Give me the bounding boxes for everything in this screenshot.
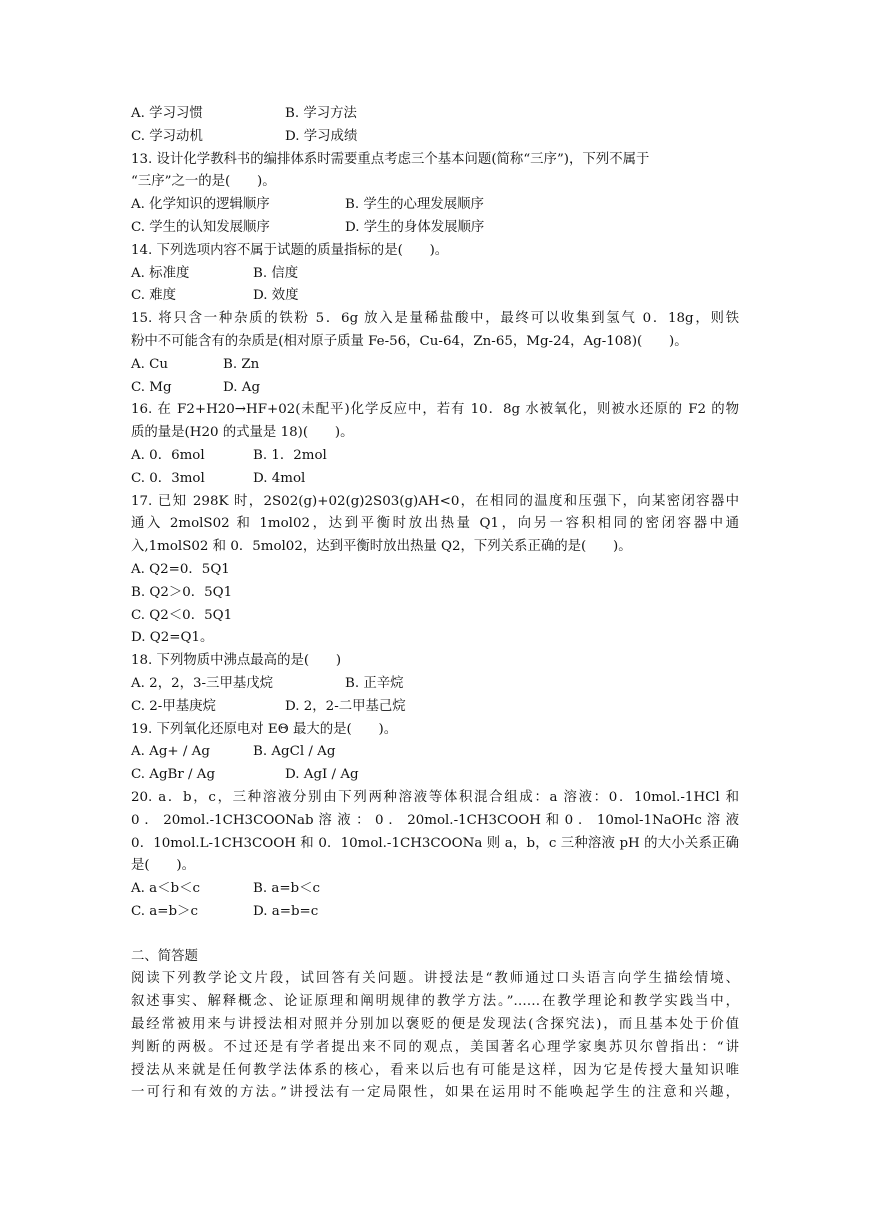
document-page — [131, 103, 739, 1105]
q16-option-b: B. 1．2mol — [253, 447, 327, 463]
q15-option-d: D. Ag — [223, 379, 261, 395]
section-2-para-line-6: 一可行和有效的方法。”讲授法有一定局限性，如果在运用时不能唤起学生的注意和兴趣， — [131, 1085, 739, 1101]
q14-option-c: C. 难度 — [131, 288, 177, 304]
q20-stem-line-4: 是( )。 — [131, 858, 196, 874]
q16-stem-line-2: 质的量是(H20 的式量是 18)( )。 — [131, 425, 354, 441]
q17-option-a: A. Q2=0．5Q1 — [131, 561, 230, 577]
q15-options-row-2 — [131, 377, 739, 400]
q13-option-d: D. 学生的身体发展顺序 — [345, 219, 485, 235]
q20-options-row-2 — [131, 901, 739, 924]
q13-option-a: A. 化学知识的逻辑顺序 — [131, 197, 270, 213]
q16-stem-line-1: 16. 在 F2+H20→HF+02(未配平)化学反应中，若有 10．8g 水被氧化，则被水还原的 F2 的物 — [131, 402, 739, 418]
q12-options-row-2 — [131, 126, 739, 149]
q13-options-row-1 — [131, 194, 739, 217]
q18-stem-line-1: 18. 下列物质中沸点最高的是( ) — [131, 653, 342, 669]
q19-option-c: C. AgBr / Ag — [131, 767, 216, 783]
q14-options-row-1 — [131, 263, 739, 286]
q17-stem-line-1: 17. 已知 298K 时，2S02(g)+02(g)2S03(g)AH<0，在相同的温度和压强下，向某密闭容器中 — [131, 493, 739, 509]
section-2-para-line-1: 阅读下列教学论文片段，试回答有关问题。讲授法是“教师通过口头语言向学生描绘情境、 — [131, 971, 739, 987]
q19-stem-line-1: 19. 下列氧化还原电对 EΘ 最大的是( )。 — [131, 721, 398, 737]
q17-option-d: D. Q2=Q1。 — [131, 630, 214, 646]
q18-option-d: D. 2，2-二甲基己烷 — [285, 698, 406, 714]
q14-options-row-2 — [131, 285, 739, 308]
q13-option-c: C. 学生的认知发展顺序 — [131, 219, 270, 235]
q20-option-b: B. a=b＜c — [253, 881, 321, 897]
q15-options-row-1 — [131, 354, 739, 377]
q20-option-c: C. a=b＞c — [131, 903, 198, 919]
section-2-title: 二、简答题 — [131, 948, 198, 964]
q15-stem-line-2: 粉中不可能含有的杂质是(相对原子质量 Fe-56，Cu-64，Zn-65，Mg-24，Ag-108)( )。 — [131, 333, 688, 349]
q12-option-d: D. 学习成绩 — [285, 128, 358, 144]
section-2-para-line-5: 授法从来就是任何教学法体系的核心，看来以后也有可能是这样，因为它是传授大量知识唯 — [131, 1062, 739, 1078]
q12-option-c: C. 学习动机 — [131, 128, 203, 144]
q19-options-row-1 — [131, 741, 739, 764]
q18-option-a: A. 2，2，3-三甲基戊烷 — [131, 675, 274, 691]
q14-option-b: B. 信度 — [253, 265, 299, 281]
section-2-para-line-2: 叙述事实、解释概念、论证原理和阐明规律的教学方法。”……在教学理论和教学实践当中， — [131, 994, 739, 1010]
section-2-para-line-4: 判断的两极。不过还是有学者提出来不同的观点，美国著名心理学家奥苏贝尔曾指出：“讲 — [131, 1039, 739, 1055]
q20-stem-line-2: 0 ． 20mol.-1CH3COONab 溶 液 ： 0 ． 20mol.-1CH3COOH 和 0 ． 10mol-1NaOHc 溶 液 — [131, 812, 739, 828]
q14-option-d: D. 效度 — [253, 288, 299, 304]
q13-stem-line-2: “三序”之一的是( )。 — [131, 174, 276, 190]
q20-options-row-1 — [131, 878, 739, 901]
q18-option-b: B. 正辛烷 — [345, 675, 404, 691]
q16-options-row-2 — [131, 468, 739, 491]
q19-options-row-2 — [131, 764, 739, 787]
q17-stem-line-3: 入,1molS02 和 0．5mol02，达到平衡时放出热量 Q2，下列关系正确的是( )。 — [131, 539, 632, 555]
section-2-para-line-3: 最经常被用来与讲授法相对照并分别加以褒贬的便是发现法(含探究法)，而且基本处于价值 — [131, 1017, 739, 1033]
q13-option-b: B. 学生的心理发展顺序 — [345, 197, 484, 213]
q19-option-a: A. Ag+ / Ag — [131, 744, 210, 760]
q20-option-d: D. a=b=c — [253, 903, 319, 919]
q16-option-c: C. 0．3mol — [131, 470, 205, 486]
q12-option-b: B. 学习方法 — [285, 106, 357, 121]
q17-option-c: C. Q2＜0．5Q1 — [131, 607, 233, 623]
q20-option-a: A. a＜b＜c — [131, 881, 201, 897]
q15-option-a: A. Cu — [131, 356, 169, 372]
q12-option-a: A. 学习习惯 — [131, 106, 203, 121]
q12-options-row-1 — [131, 103, 739, 126]
q15-option-c: C. Mg — [131, 379, 172, 395]
q15-stem-line-1: 15. 将只含一种杂质的铁粉 5．6g 放入是量稀盐酸中，最终可以收集到氢气 0．18g，则铁 — [131, 311, 739, 327]
q13-stem-line-1: 13. 设计化学教科书的编排体系时需要重点考虑三个基本问题(简称“三序”)，下列不属于 — [131, 151, 650, 167]
q16-option-a: A. 0．6mol — [131, 447, 205, 463]
q14-stem-line-1: 14. 下列选项内容不属于试题的质量指标的是( )。 — [131, 242, 449, 258]
q20-stem-line-1: 20. a．b，c，三种溶液分别由下列两种溶液等体积混合组成：a 溶液：0．10mol.-1HCl 和 — [131, 789, 739, 805]
q13-options-row-2 — [131, 217, 739, 240]
q17-option-b: B. Q2＞0．5Q1 — [131, 584, 233, 600]
q16-option-d: D. 4mol — [253, 470, 306, 486]
q18-options-row-2 — [131, 696, 739, 719]
q19-option-d: D. AgI / Ag — [285, 767, 359, 783]
q20-stem-line-3: 0．10mol.L-1CH3COOH 和 0．10mol.-1CH3COONa 则 a，b，c 三种溶液 pH 的大小关系正确 — [131, 835, 739, 851]
q18-option-c: C. 2-甲基庚烷 — [131, 698, 216, 714]
q14-option-a: A. 标准度 — [131, 265, 190, 281]
q15-option-b: B. Zn — [223, 356, 260, 372]
q19-option-b: B. AgCl / Ag — [253, 744, 336, 760]
q18-options-row-1 — [131, 673, 739, 696]
q17-stem-line-2: 通入 2molS02 和 1mol02，达到平衡时放出热量 Q1，向另一容积相同的密闭容器中通 — [131, 516, 739, 532]
section-gap — [131, 924, 739, 946]
q16-options-row-1 — [131, 445, 739, 468]
